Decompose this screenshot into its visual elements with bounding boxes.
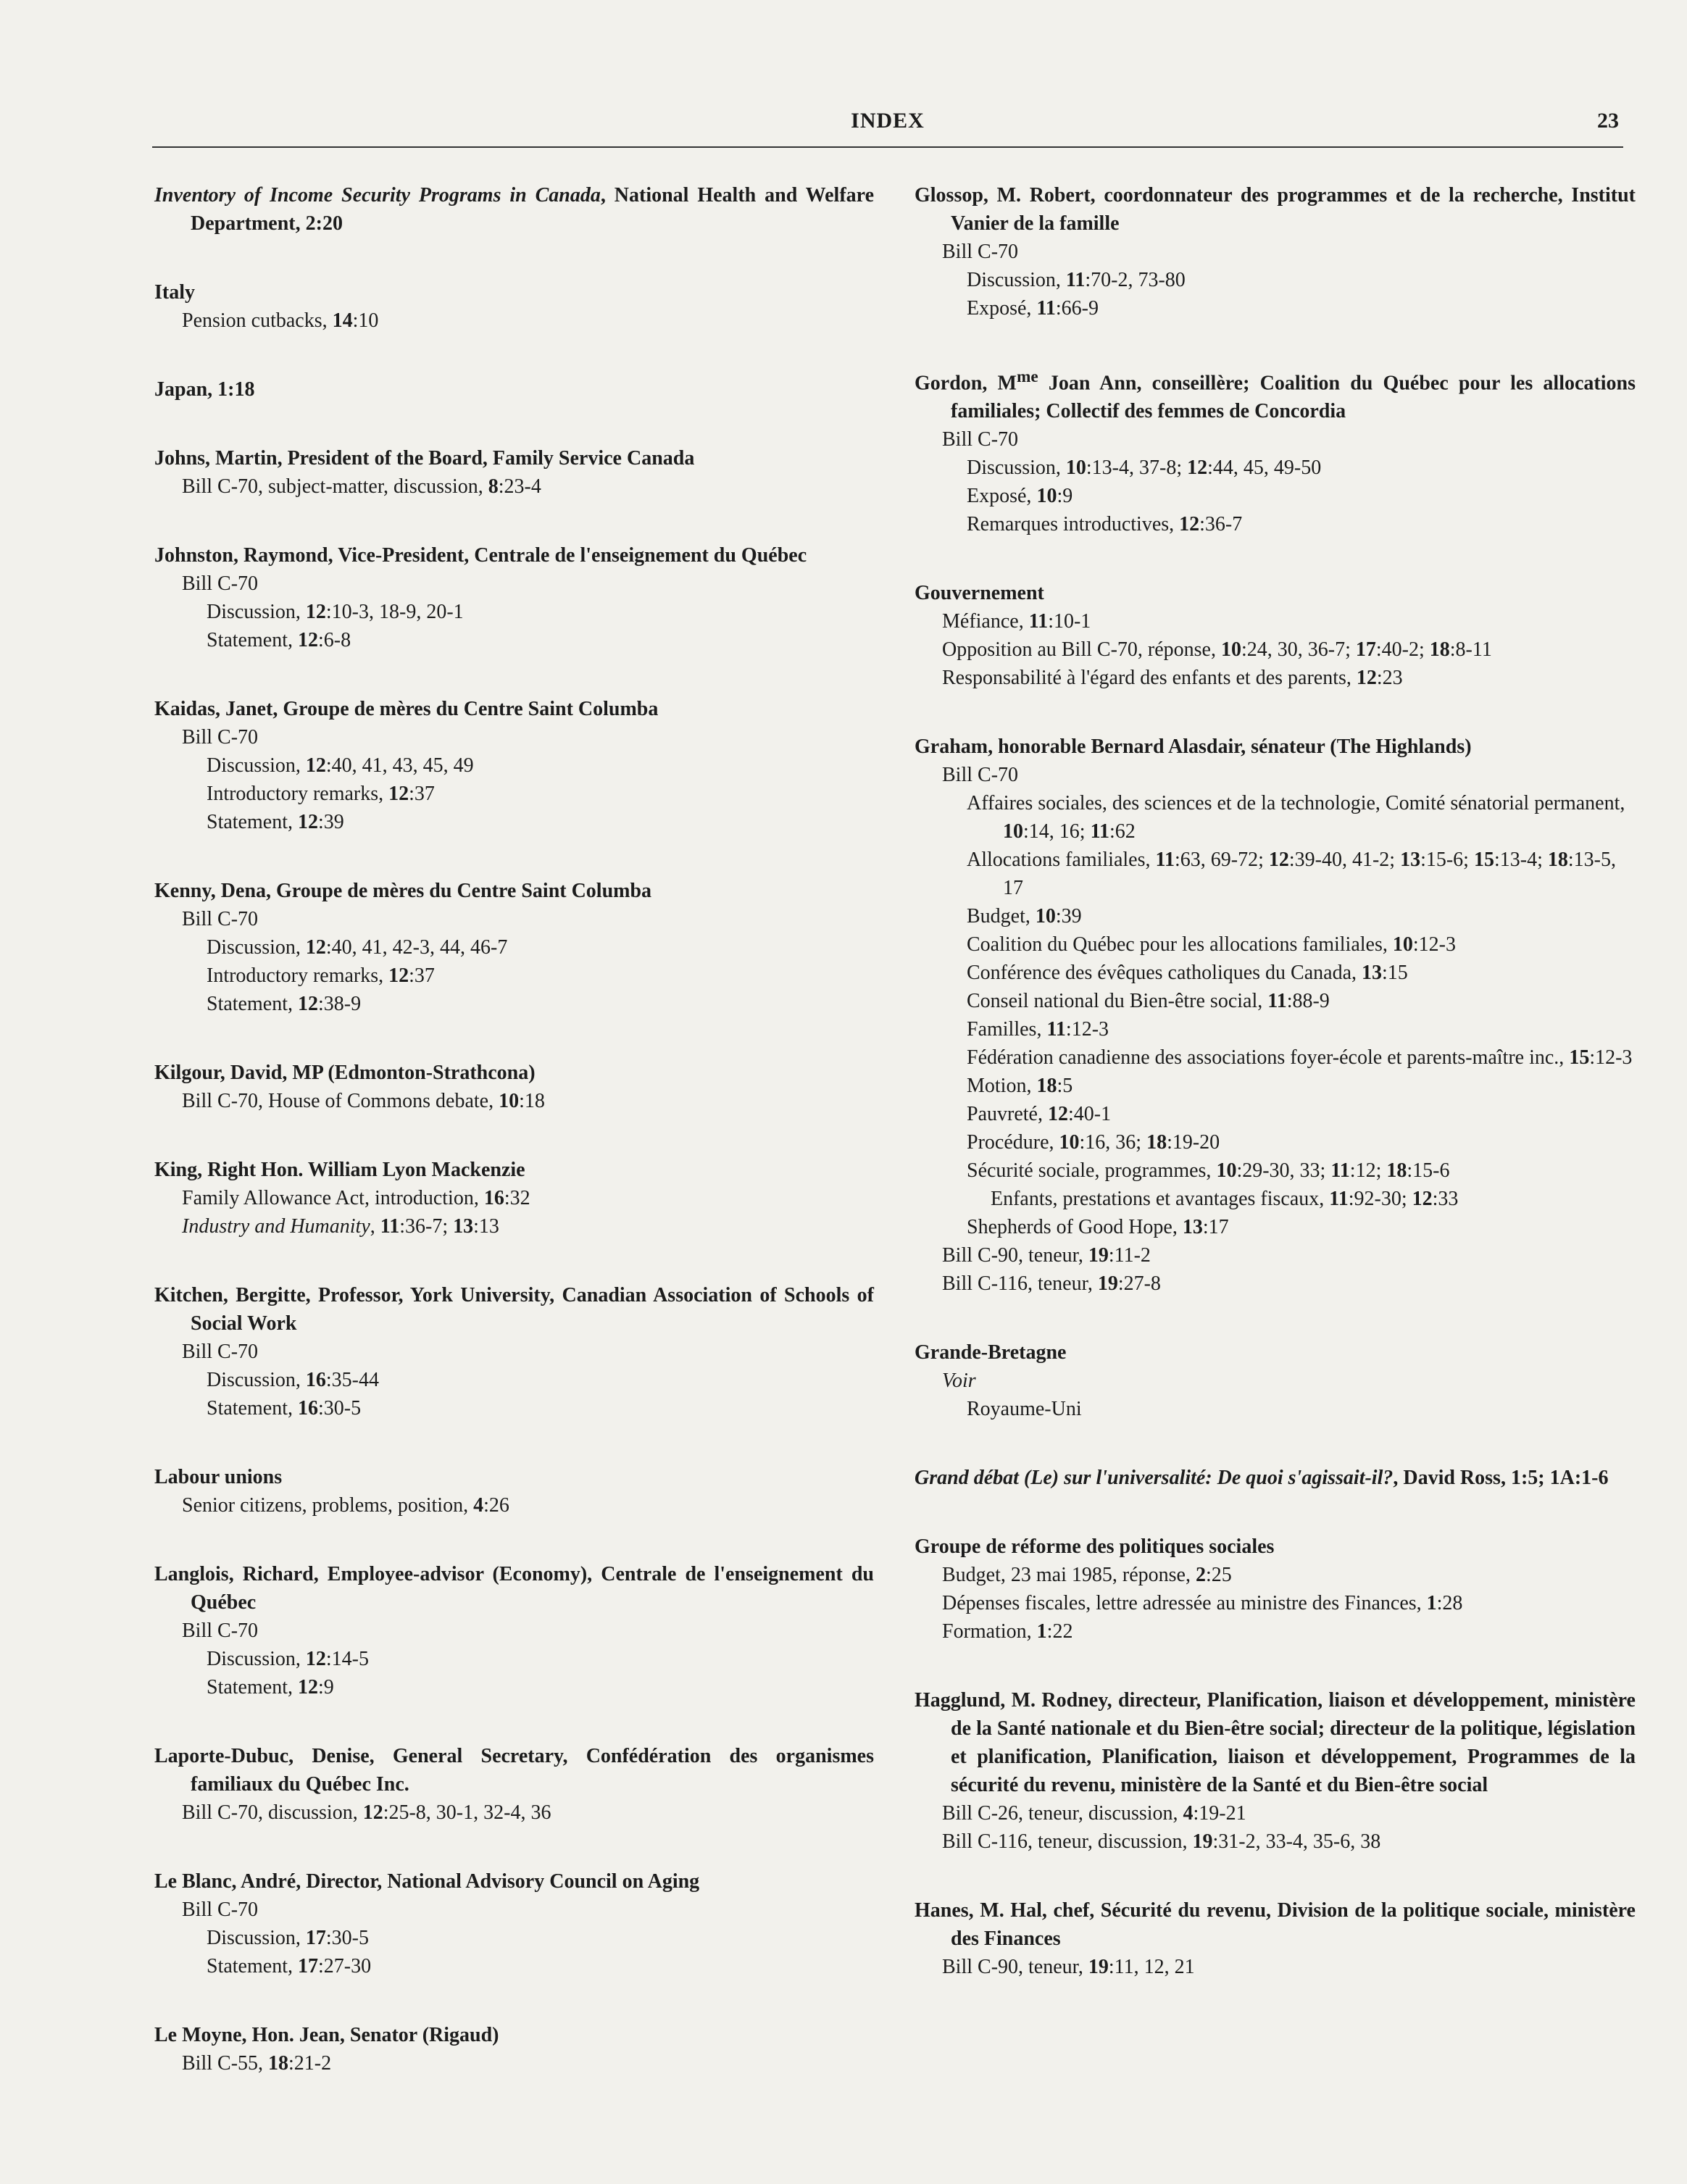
index-subentry: Shepherds of Good Hope, 13:17	[967, 1216, 1229, 1239]
index-subentry: Royaume-Uni	[967, 1398, 1082, 1421]
index-entry-heading: Kilgour, David, MP (Edmonton-Strathcona)	[154, 1062, 536, 1084]
index-entry	[154, 181, 874, 238]
page-header	[152, 107, 1623, 148]
page-number: 23	[1597, 109, 1619, 133]
index-entry	[154, 1463, 874, 1520]
index-entry	[154, 1281, 874, 1422]
index-subentry: Opposition au Bill C-70, réponse, 10:24, 30, 36-7; 17:40-2; 18:8-11	[942, 638, 1492, 662]
index-subentry: Bill C-116, teneur, 19:27-8	[942, 1272, 1161, 1296]
index-subentry: Familles, 11:12-3	[967, 1018, 1109, 1041]
index-subentry: Discussion, 12:40, 41, 42-3, 44, 46-7	[207, 936, 508, 959]
index-entry-heading: Graham, honorable Bernard Alasdair, sénateur (The Highlands)	[915, 735, 1472, 759]
index-subentry: Budget, 10:39	[967, 905, 1082, 928]
index-subentry: Conseil national du Bien-être social, 11:88-9	[967, 990, 1330, 1013]
index-entry-heading: Gordon, $M^{me}$ Joan Ann, conseillère; Coalition du Québec pour les allocations familiales; Collectif des femmes de Concordia	[915, 367, 1636, 423]
index-entry-heading: King, Right Hon. William Lyon Mackenzie	[154, 1159, 525, 1181]
index-subentry: Exposé, 10:9	[967, 485, 1073, 508]
index-entry	[154, 1742, 874, 1827]
index-entry	[154, 1059, 874, 1115]
index-entry-heading: Japan, 1:18	[154, 378, 255, 401]
index-subentry: Budget, 23 mai 1985, réponse, 2:25	[942, 1564, 1232, 1587]
index-entry-heading: Kitchen, Bergitte, Professor, York University, Canadian Association of Schools of Social Work	[154, 1284, 874, 1335]
index-entry	[915, 1896, 1636, 1981]
index-entry	[154, 278, 874, 335]
index-subentry: Bill C-70	[942, 241, 1019, 263]
index-subentry: Bill C-70, discussion, 12:25-8, 30-1, 32-4, 36	[182, 1801, 551, 1824]
index-subentry: Pauvreté, 12:40-1	[967, 1103, 1112, 1126]
index-column-right	[915, 181, 1636, 2022]
index-subentry: Enfants, prestations et avantages fiscaux, 11:92-30; 12:33	[991, 1188, 1459, 1211]
index-subentry: Introductory remarks, 12:37	[207, 964, 435, 987]
index-subentry: Discussion, 12:40, 41, 43, 45, 49	[207, 754, 474, 777]
index-entry	[154, 1156, 874, 1241]
index-subentry: Industry and Humanity, 11:36-7; 13:13	[182, 1215, 499, 1238]
index-subentry: Discussion, 17:30-5	[207, 1927, 370, 1949]
index-entry	[154, 1867, 874, 1980]
index-subentry: Discussion, 11:70-2, 73-80	[967, 269, 1186, 291]
index-entry-heading: Johnston, Raymond, Vice-President, Centrale de l'enseignement du Québec	[154, 544, 807, 567]
index-subentry: Statement, 16:30-5	[207, 1397, 362, 1420]
index-subentry: Discussion, 10:13-4, 37-8; 12:44, 45, 49-50	[967, 457, 1322, 480]
index-subentry: Bill C-116, teneur, discussion, 19:31-2, 33-4, 35-6, 38	[942, 1830, 1381, 1854]
index-subentry: Bill C-70	[182, 1620, 259, 1642]
index-subentry: Bill C-26, teneur, discussion, 4:19-21	[942, 1802, 1246, 1825]
index-subentry: Fédération canadienne des associations foyer-école et parents-maître inc., 15:12-3	[967, 1046, 1633, 1070]
index-subentry: Senior citizens, problems, position, 4:26	[182, 1494, 509, 1517]
index-entry-heading: Le Blanc, André, Director, National Advisory Council on Aging	[154, 1870, 700, 1893]
index-entry	[154, 541, 874, 654]
index-subentry: Formation, 1:22	[942, 1620, 1073, 1643]
index-entry	[915, 181, 1636, 322]
index-entry-heading: Groupe de réforme des politiques sociales	[915, 1535, 1275, 1559]
index-entry	[915, 733, 1636, 1298]
index-entry	[154, 695, 874, 836]
page-title: INDEX	[851, 109, 925, 133]
index-entry	[915, 579, 1636, 692]
index-subentry: Conférence des évêques catholiques du Canada, 13:15	[967, 962, 1408, 985]
index-subentry: Statement, 17:27-30	[207, 1955, 372, 1977]
index-entry-heading: Le Moyne, Hon. Jean, Senator (Rigaud)	[154, 2024, 499, 2046]
index-entry-heading: Grand débat (Le) sur l'universalité: De quoi s'agissait-il?, David Ross, 1:5; 1A:1-6	[915, 1467, 1609, 1490]
index-subentry: Discussion, 12:14-5	[207, 1648, 370, 1670]
index-subentry: Voir	[942, 1370, 976, 1393]
index-subentry: Dépenses fiscales, lettre adressée au ministre des Finances, 1:28	[942, 1592, 1463, 1615]
index-entry	[915, 1464, 1636, 1492]
index-subentry: Méfiance, 11:10-1	[942, 610, 1091, 633]
index-subentry: Responsabilité à l'égard des enfants et des parents, 12:23	[942, 667, 1403, 690]
index-subentry: Bill C-70	[182, 1899, 259, 1921]
index-entry-heading: Kaidas, Janet, Groupe de mères du Centre Saint Columba	[154, 698, 659, 720]
index-entry	[915, 1338, 1636, 1423]
index-subentry: Pension cutbacks, 14:10	[182, 309, 379, 332]
index-entry	[915, 363, 1636, 538]
index-subentry: Bill C-70	[182, 726, 259, 749]
index-subentry: Bill C-70, House of Commons debate, 10:18	[182, 1090, 545, 1112]
index-subentry: Bill C-70, subject-matter, discussion, 8:23-4	[182, 475, 541, 498]
index-entry	[915, 1686, 1636, 1856]
index-entry-heading: Glossop, M. Robert, coordonnateur des programmes et de la recherche, Institut Vanier de la famille	[915, 184, 1636, 235]
index-entry-heading: Johns, Martin, President of the Board, Family Service Canada	[154, 447, 695, 470]
index-subentry: Coalition du Québec pour les allocations familiales, 10:12-3	[967, 933, 1456, 956]
index-subentry: Bill C-70	[942, 764, 1019, 787]
index-entry	[154, 877, 874, 1018]
index-subentry: Sécurité sociale, programmes, 10:29-30, 33; 11:12; 18:15-6	[967, 1159, 1450, 1183]
index-subentry: Bill C-90, teneur, 19:11, 12, 21	[942, 1956, 1195, 1979]
index-subentry: Bill C-70	[182, 908, 259, 930]
index-subentry: Statement, 12:9	[207, 1676, 334, 1699]
index-entry-heading: Labour unions	[154, 1466, 283, 1488]
index-entry-heading: Italy	[154, 281, 195, 304]
index-entry	[154, 2021, 874, 2077]
index-column-left	[154, 181, 874, 2118]
index-entry	[154, 375, 874, 404]
index-subentry: Statement, 12:39	[207, 811, 344, 833]
index-entry-heading: Gouvernement	[915, 582, 1044, 605]
index-subentry: Allocations familiales, 11:63, 69-72; 12:39-40, 41-2; 13:15-6; 15:13-4; 18:13-5, 17	[967, 849, 1616, 900]
index-subentry: Introductory remarks, 12:37	[207, 783, 435, 805]
index-entry	[154, 444, 874, 501]
index-subentry: Discussion, 12:10-3, 18-9, 20-1	[207, 601, 464, 623]
index-subentry: Bill C-70	[182, 1341, 259, 1363]
index-subentry: Affaires sociales, des sciences et de la technologie, Comité sénatorial permanent, 10:14, 16; 11:62	[967, 792, 1625, 843]
index-subentry: Bill C-90, teneur, 19:11-2	[942, 1244, 1151, 1267]
index-entry-heading: Inventory of Income Security Programs in Canada, National Health and Welfare Department, 2:20	[154, 184, 874, 235]
index-subentry: Statement, 12:38-9	[207, 993, 362, 1015]
index-entry-heading: Hanes, M. Hal, chef, Sécurité du revenu, Division de la politique sociale, ministère des Finances	[915, 1899, 1636, 1951]
index-entry-heading: Laporte-Dubuc, Denise, General Secretary, Confédération des organismes familiaux du Québec Inc.	[154, 1745, 874, 1796]
index-entry	[154, 1560, 874, 1701]
index-subentry: Remarques introductives, 12:36-7	[967, 513, 1243, 536]
index-entry-heading: Grande-Bretagne	[915, 1341, 1067, 1364]
index-entry-heading: Hagglund, M. Rodney, directeur, Planification, liaison et développement, ministère de la Santé nationale et du Bien-être social; directeur de la politique, législation et planification, Planification, liaison et développement, Programmes de la sécurité du revenu, ministère de la Santé et du Bien-être social	[915, 1689, 1636, 1797]
index-subentry: Exposé, 11:66-9	[967, 297, 1099, 320]
index-entry	[915, 1533, 1636, 1646]
index-entry-heading: Kenny, Dena, Groupe de mères du Centre Saint Columba	[154, 880, 652, 902]
index-subentry: Bill C-70	[182, 572, 259, 595]
index-subentry: Motion, 18:5	[967, 1075, 1073, 1098]
index-entry-heading: Langlois, Richard, Employee-advisor (Economy), Centrale de l'enseignement du Québec	[154, 1563, 874, 1614]
index-subentry: Family Allowance Act, introduction, 16:32	[182, 1187, 530, 1209]
index-subentry: Bill C-70	[942, 428, 1019, 451]
index-subentry: Bill C-55, 18:21-2	[182, 2052, 332, 2075]
index-subentry: Discussion, 16:35-44	[207, 1369, 380, 1391]
index-subentry: Statement, 12:6-8	[207, 629, 351, 651]
index-subentry: Procédure, 10:16, 36; 18:19-20	[967, 1131, 1220, 1154]
